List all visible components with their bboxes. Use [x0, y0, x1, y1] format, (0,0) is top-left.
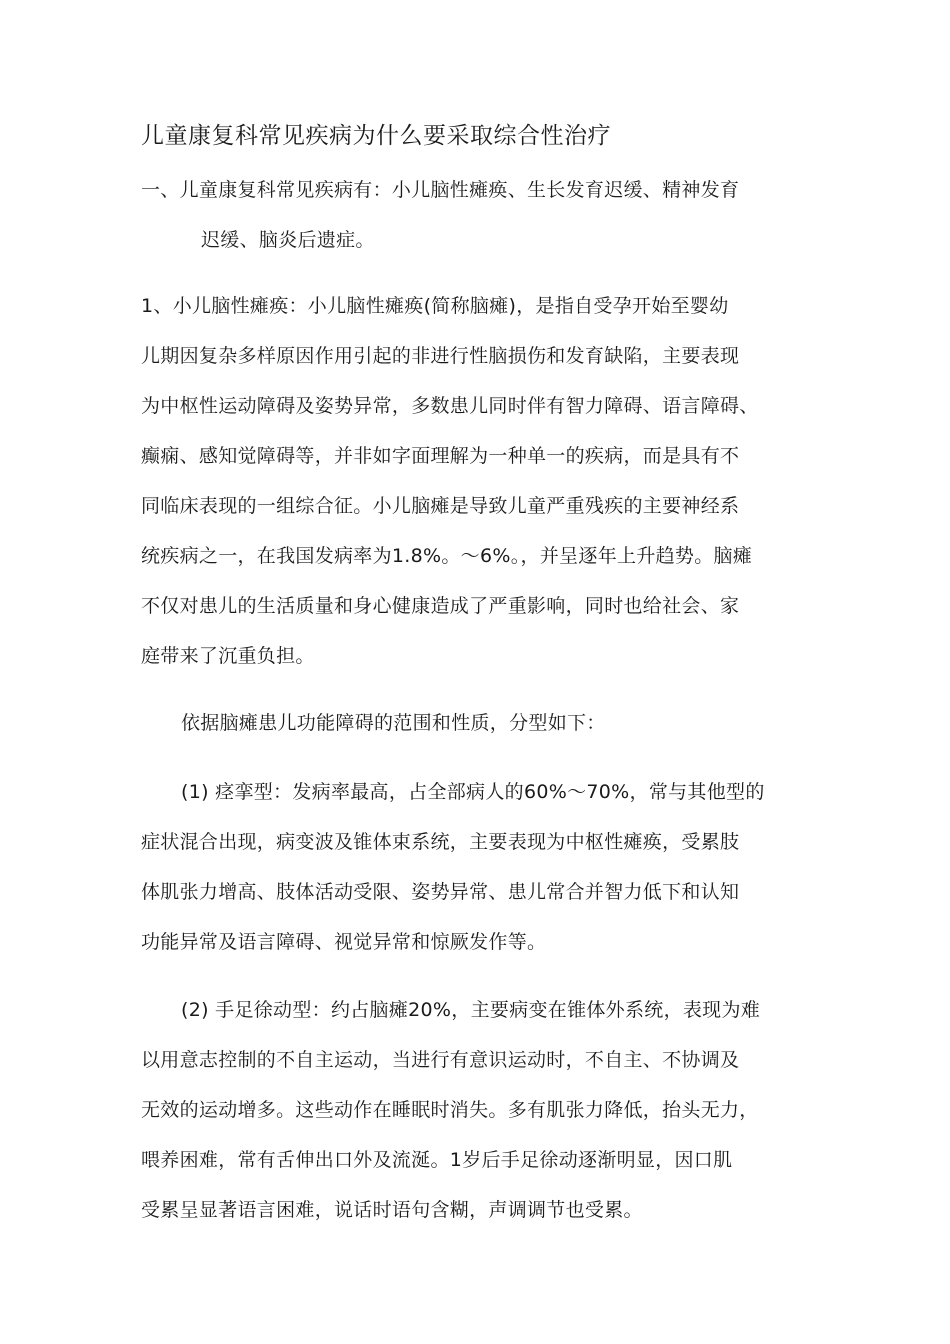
- paragraph-athetoid-type: [141, 985, 821, 1235]
- paragraph-line: 1、小儿脑性瘫痪：小儿脑性瘫痪(简称脑瘫)，是指自受孕开始至婴幼: [141, 295, 729, 317]
- paragraph-line: 受累呈显著语言困难，说话时语句含糊，声调调节也受累。: [141, 1199, 643, 1221]
- paragraph-line: 统疾病之一，在我国发病率为1.8%。〜6%。，并呈逐年上升趋势。脑瘫: [141, 545, 753, 567]
- paragraph-line: 功能异常及语言障碍、视觉异常和惊厥发作等。: [141, 931, 547, 953]
- paragraph-line: (2) 手足徐动型：约占脑瘫20%，主要病变在锥体外系统，表现为难: [181, 999, 761, 1021]
- paragraph-line: 症状混合出现，病变波及锥体束系统，主要表现为中枢性瘫痪，受累肢: [141, 831, 740, 853]
- paragraph-line: 儿期因复杂多样原因作用引起的非进行性脑损伤和发育缺陷，主要表现: [141, 345, 740, 367]
- paragraph-line: 为中枢性运动障碍及姿势异常，多数患儿同时伴有智力障碍、语言障碍、: [141, 395, 759, 417]
- paragraph-line: 喂养困难，常有舌伸出口外及流涎。1岁后手足徐动逐渐明显，因口肌: [141, 1149, 733, 1171]
- paragraph-cerebral-palsy: [141, 281, 821, 681]
- paragraph-line: 同临床表现的一组综合征。小儿脑瘫是导致儿童严重残疾的主要神经系: [141, 495, 740, 517]
- paragraph-line: 癫痫、感知觉障碍等，并非如字面理解为一种单一的疾病，而是具有不: [141, 445, 740, 467]
- paragraph-line: 庭带来了沉重负担。: [141, 645, 315, 667]
- paragraph-line: 不仅对患儿的生活质量和身心健康造成了严重影响，同时也给社会、家: [141, 595, 740, 617]
- paragraph-line: (1) 痉挛型：发病率最高，占全部病人的60%〜70%，常与其他型的: [181, 781, 765, 803]
- section-heading-line-2: 迟缓、脑炎后遗症。: [201, 229, 375, 251]
- section-heading-line-1: 一、儿童康复科常见疾病有：小儿脑性瘫痪、生长发育迟缓、精神发育: [141, 179, 740, 201]
- paragraph-classification-intro: 依据脑瘫患儿功能障碍的范围和性质，分型如下：: [181, 712, 606, 734]
- paragraph-spastic-type: [141, 767, 821, 967]
- paragraph-line: 以用意志控制的不自主运动，当进行有意识运动时，不自主、不协调及: [141, 1049, 740, 1071]
- section-heading-1: [141, 165, 821, 265]
- document-title: 儿童康复科常见疾病为什么要采取综合性治疗: [141, 123, 611, 149]
- paragraph-line: 体肌张力增高、肢体活动受限、姿势异常、患儿常合并智力低下和认知: [141, 881, 740, 903]
- paragraph-line: 无效的运动增多。这些动作在睡眠时消失。多有肌张力降低，抬头无力，: [141, 1099, 759, 1121]
